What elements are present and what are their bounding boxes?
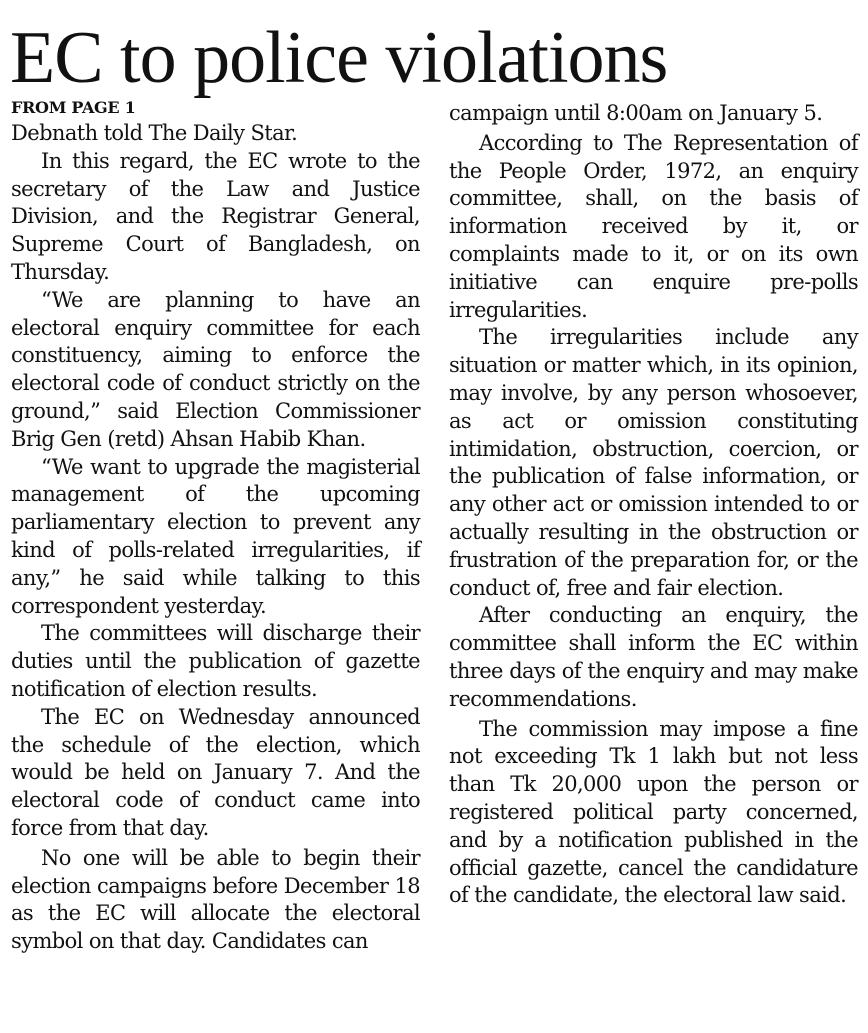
paragraph: No one will be able to begin their election campaigns before December 18 as the EC will allocate the electoral symbol on that day. Candidates can [11,845,420,954]
paragraph: “We want to upgrade the magisterial management of the upcoming parliamentary election to prevent any kind of polls-related irregularities, if any,” he said while talking to this correspondent yesterday. [11,454,420,618]
headline: EC to police violations [10,17,668,99]
paragraph: The irregularities include any situation or matter which, in its opinion, may involve, by any person whosoever, as act or omission constituting intimidation, obstruction, coercion, or the publication of false information, or any other act or omission intended to or actually resulting in the obstruction or frustration of the preparation for, or the conduct of, free and fair election. [449,325,858,600]
paragraph: In this regard, the EC wrote to the secretary of the Law and Justice Division, and the Registrar General, Supreme Court of Bangladesh, on Thursday. [11,148,420,284]
paragraph: The commission may impose a fine not exceeding Tk 1 lakh but not less than Tk 20,000 upon the person or registered political party concerned, and by a notification published in the official gazette, cancel the candidature of the candidate, the electoral law said. [449,716,858,908]
continuation-kicker: FROM PAGE 1 [11,98,136,117]
paragraph: According to The Representation of the People Order, 1972, an enquiry committee, shall, on the basis of information received by it, or complaints made to it, or on its own initiative can enquire pre-polls irregularities. [449,130,858,322]
paragraph: Debnath told The Daily Star. [11,121,298,145]
paragraph: The EC on Wednesday announced the schedule of the election, which would be held on January 7. And the electoral code of conduct came into force from that day. [11,704,420,840]
right-column [449,100,858,910]
left-column [11,98,420,956]
paragraph: “We are planning to have an electoral enquiry committee for each constituency, aiming to enforce the electoral code of conduct strictly on the ground,” said Election Commissioner Brig Gen (retd) Ahsan Habib Khan. [11,287,420,451]
paragraph: After conducting an enquiry, the committee shall inform the EC within three days of the enquiry and may make recommendations. [449,603,858,711]
paragraph: campaign until 8:00am on January 5. [449,101,823,125]
paragraph: The committees will discharge their duties until the publication of gazette notification of election results. [11,621,420,701]
